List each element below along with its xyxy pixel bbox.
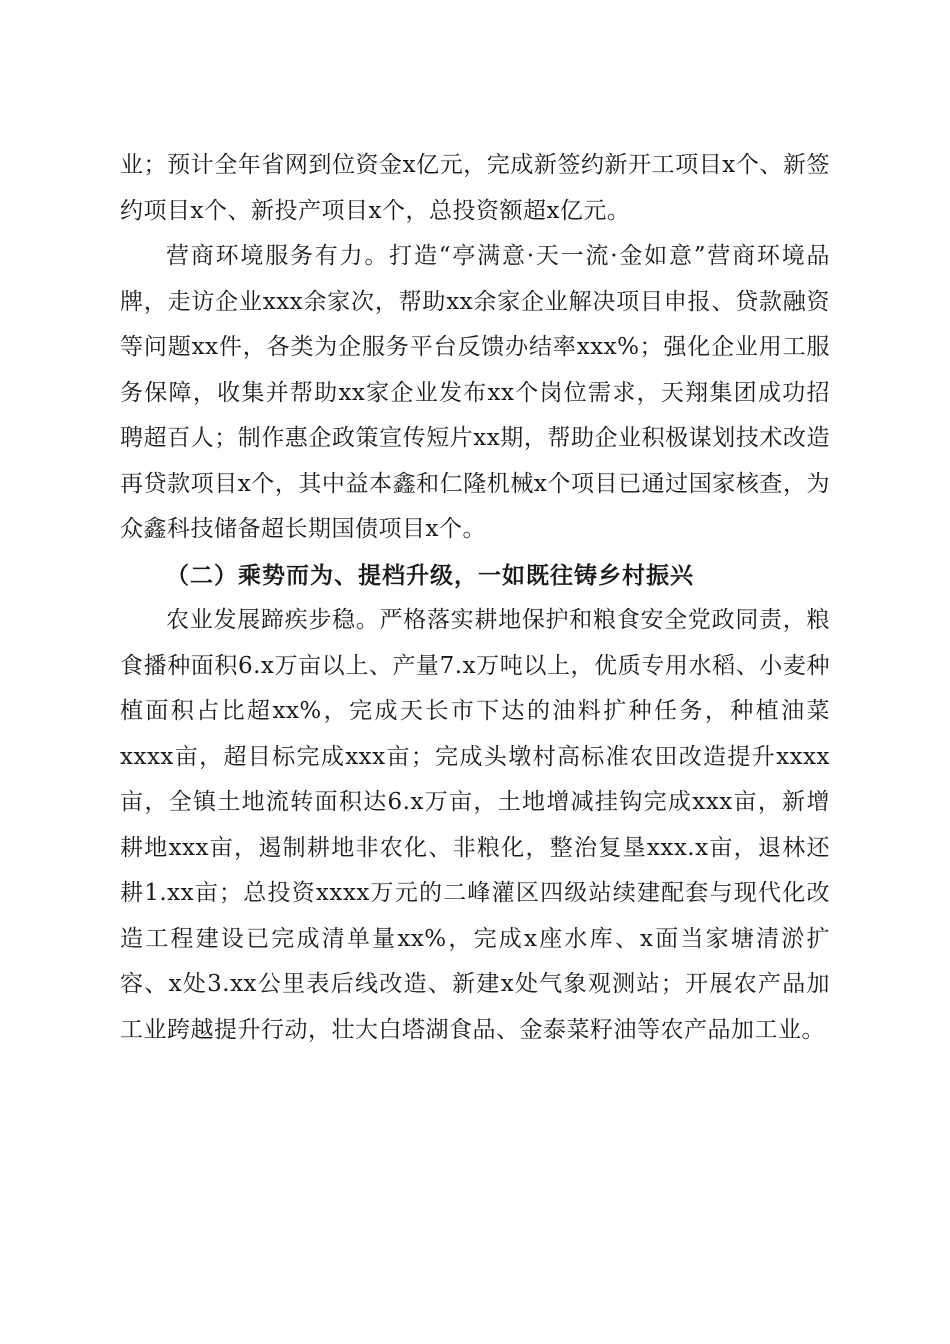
document-body [120, 143, 830, 1053]
paragraph-agriculture-development: 农业发展蹄疾步稳。严格落实耕地保护和粮食安全党政同责，粮食播种面积6.x万亩以上、产量7.x万吨以上，优质专用水稻、小麦种植面积占比超xx%，完成天长市下达的油料扩种任务，种植油菜xxxx亩，超目标完成xxx亩；完成头墩村高标准农田改造提升xxxx亩，全镇土地流转面积达6.x万亩，土地增减挂钩完成xxx亩，新增耕地xxx亩，遏制耕地非农化、非粮化，整治复垦xxx.x亩，退林还耕1.xx亩；总投资xxxx万元的二峰灌区四级站续建配套与现代化改造工程建设已完成清单量xx%，完成x座水库、x面当家塘清淤扩容、x处3.xx公里表后线改造、新建x处气象观测站；开展农产品加工业跨越提升行动，壮大白塔湖食品、金泰菜籽油等农产品加工业。 [120, 607, 830, 1043]
section-heading-rural-revitalization: （二）乘势而为、提档升级，一如既往铸乡村振兴 [166, 561, 694, 589]
paragraph-business-environment: 营商环境服务有力。打造“亭满意·天一流·金如意”营商环境品牌，走访企业xxx余家次，帮助xx余家企业解决项目申报、贷款融资等问题xx件，各类为企服务平台反馈办结率xxx%；强化企业用工服务保障，收集并帮助xx家企业发布xx个岗位需求，天翔集团成功招聘超百人；制作惠企政策宣传短片xx期，帮助企业积极谋划技术改造再贷款项目x个，其中益本鑫和仁隆机械x个项目已通过国家核查，为众鑫科技储备超长期国债项目x个。 [120, 243, 830, 542]
paragraph-investment-continuation: 业；预计全年省网到位资金x亿元，完成新签约新开工项目x个、新签约项目x个、新投产项目x个，总投资额超x亿元。 [120, 152, 830, 224]
